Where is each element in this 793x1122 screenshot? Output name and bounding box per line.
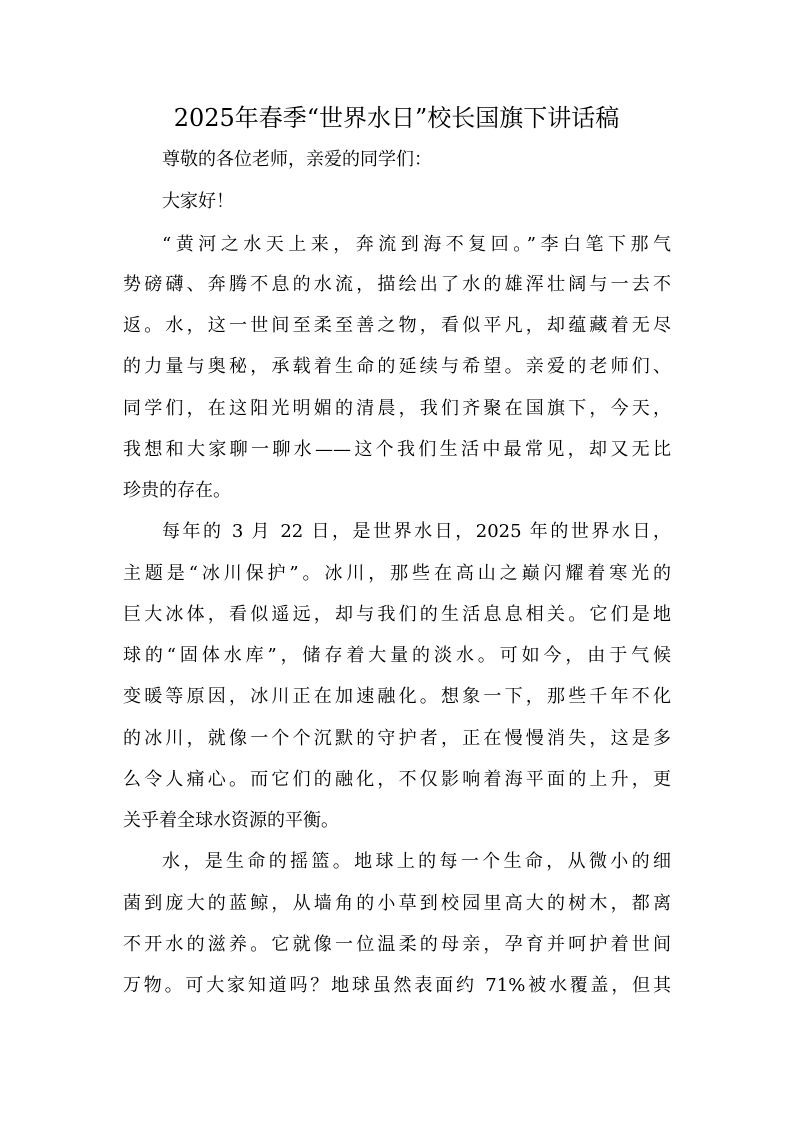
paragraph-1-line-4: 的力量与奥秘，承载着生命的延续与希望。亲爱的老师们、 xyxy=(123,356,671,377)
paragraph-1-line-3: 返。水，这一世间至柔至善之物，看似平凡，却蕴藏着无尽 xyxy=(123,315,671,336)
paragraph-2-line-2: 主题是“冰川保护”。冰川，那些在高山之巅闪耀着寒光的 xyxy=(123,563,671,584)
paragraph-2-line-3: 巨大冰体，看似遥远，却与我们的生活息息相关。它们是地 xyxy=(123,604,671,625)
paragraph-2-line-6: 的冰川，就像一个个沉默的守护者，正在慢慢消失，这是多 xyxy=(123,728,671,749)
paragraph-2-line-4: 球的“固体水库”，储存着大量的淡水。可如今，由于气候 xyxy=(123,645,671,666)
paragraph-1-line-6: 我想和大家聊一聊水——这个我们生活中最常见，却又无比 xyxy=(123,439,671,460)
paragraph-3-line-1: 水，是生命的摇篮。地球上的每一个生命，从微小的细 xyxy=(162,851,671,872)
paragraph-1-line-1: “黄河之水天上来，奔流到海不复回。”李白笔下那气 xyxy=(162,234,671,255)
greeting-line: 尊敬的各位老师，亲爱的同学们： xyxy=(162,149,432,170)
paragraph-3-line-4: 万物。可大家知道吗？地球虽然表面约 71%被水覆盖，但其 xyxy=(123,975,671,996)
paragraph-1-line-2: 势磅礴、奔腾不息的水流，描绘出了水的雄浑壮阔与一去不 xyxy=(123,274,671,295)
paragraph-2-line-1: 每年的 3 月 22 日，是世界水日，2025 年的世界水日， xyxy=(162,521,671,542)
paragraph-3-line-2: 菌到庞大的蓝鲸，从墙角的小草到校园里高大的树木，都离 xyxy=(123,893,671,914)
paragraph-1-line-5: 同学们，在这阳光明媚的清晨，我们齐聚在国旗下，今天， xyxy=(123,398,671,419)
paragraph-3-line-3: 不开水的滋养。它就像一位温柔的母亲，孕育并呵护着世间 xyxy=(123,934,671,955)
page-title: 2025年春季“世界水日”校长国旗下讲话稿 xyxy=(173,104,620,132)
paragraph-1-line-7: 珍贵的存在。 xyxy=(123,480,231,501)
paragraph-2-line-8: 关乎着全球水资源的平衡。 xyxy=(123,810,339,831)
paragraph-2-line-7: 么令人痛心。而它们的融化，不仅影响着海平面的上升，更 xyxy=(123,769,671,790)
paragraph-2-line-5: 变暖等原因，冰川正在加速融化。想象一下，那些千年不化 xyxy=(123,686,671,707)
opening-line: 大家好！ xyxy=(162,191,234,212)
